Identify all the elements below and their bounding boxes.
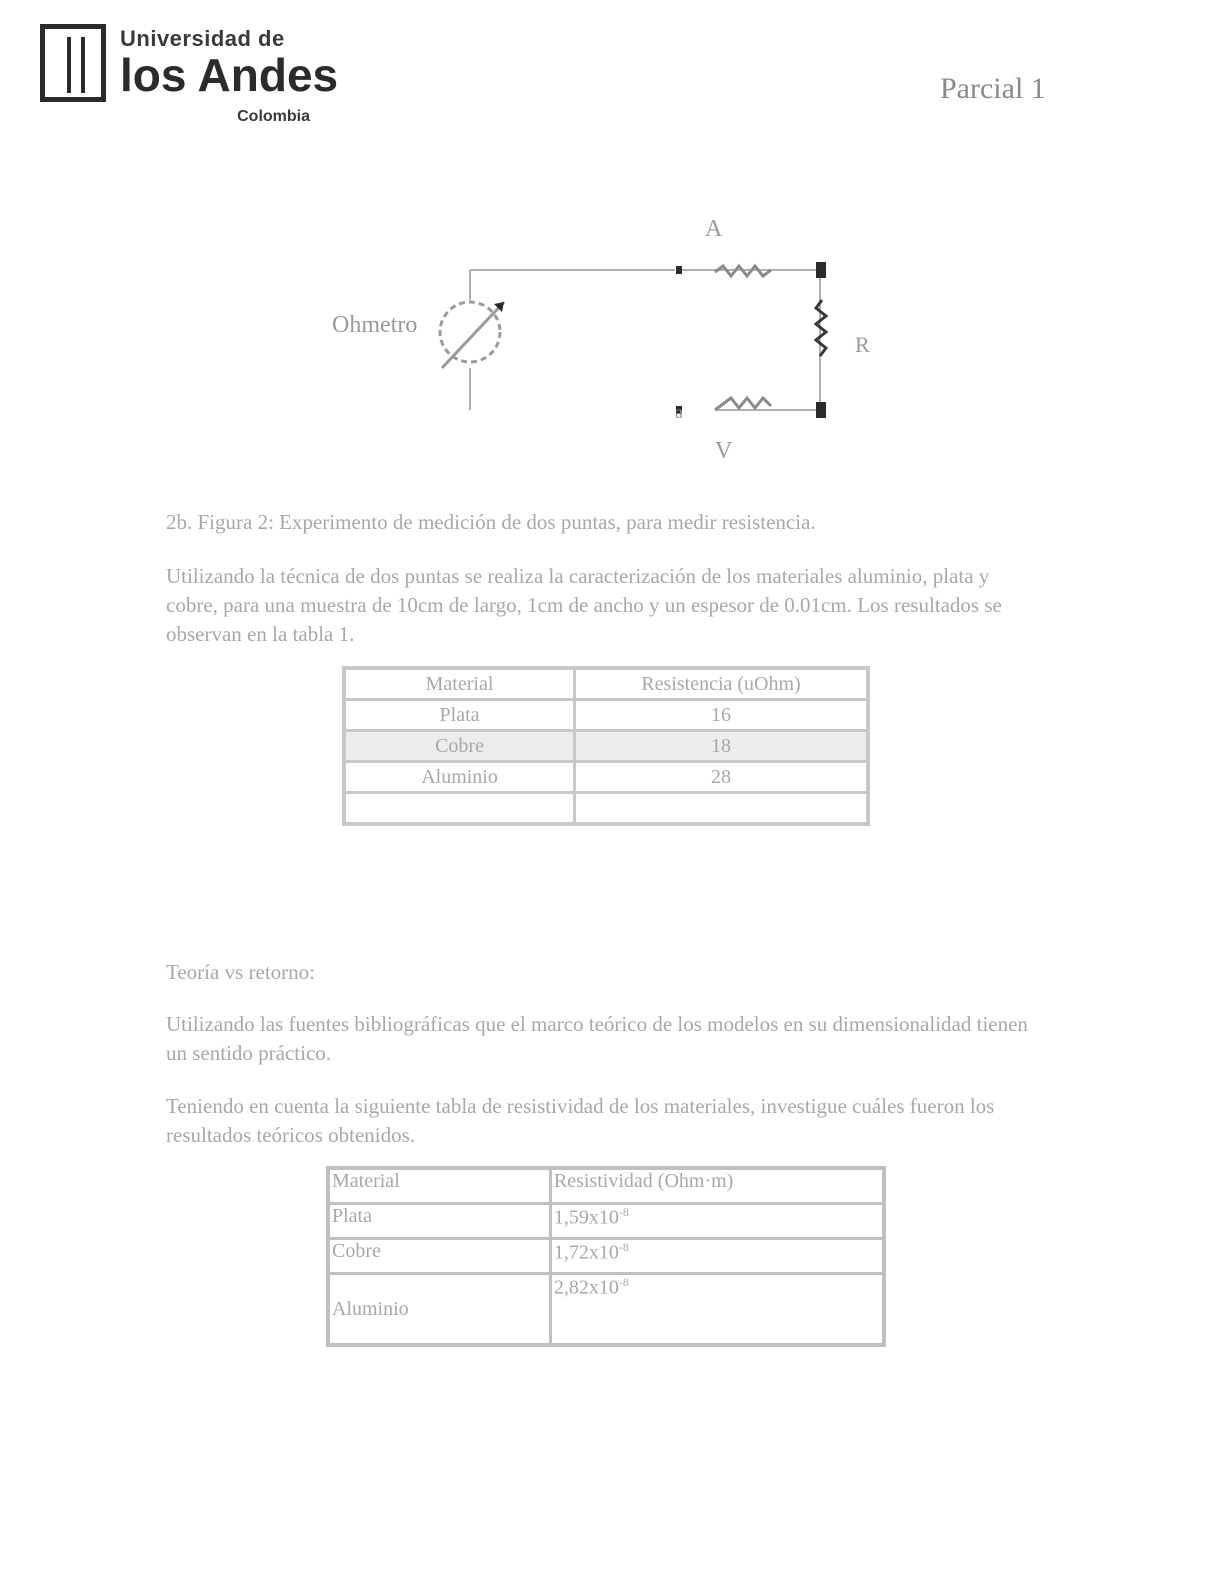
table-row [344, 762, 868, 793]
table-cell: Cobre [328, 1239, 550, 1274]
resistor-label: R [855, 332, 870, 357]
table-header-cell: Resistencia (uOhm) [575, 668, 868, 700]
table-cell: Aluminio [328, 1274, 550, 1346]
table-resistivity [326, 1166, 886, 1347]
table-cell: 28 [575, 762, 868, 793]
ohmmeter-icon [440, 302, 504, 368]
left-terminal-top [676, 266, 682, 274]
table-cell: 16 [575, 700, 868, 731]
two-probe-circuit-diagram [320, 200, 900, 480]
paragraph-3: Teniendo en cuenta la siguiente tabla de resistividad de los materiales, investigue cuáles fueron los resultados teóricos obtenidos. [166, 1094, 995, 1147]
resistivity-exponent: -8 [618, 1205, 629, 1219]
table-cell: 18 [575, 731, 868, 762]
table-row [344, 700, 868, 731]
voltmeter-icon [715, 398, 771, 410]
table-header-row [328, 1168, 884, 1204]
right-terminal-bottom [816, 402, 826, 418]
left-terminal-label: a [675, 402, 683, 422]
table-row [344, 731, 868, 762]
ammeter-label: A [705, 216, 723, 242]
logo-mark-icon [40, 24, 106, 102]
figure-caption: 2b. Figura 2: Experimento de medición de dos puntas, para medir resistencia. [166, 510, 816, 534]
resistivity-exponent: -8 [618, 1240, 629, 1254]
table-header-row [344, 668, 868, 700]
table-resistance [342, 666, 870, 826]
resistivity-exponent: -8 [618, 1275, 629, 1289]
table-header-cell: Material [328, 1168, 550, 1204]
table-cell: Cobre [344, 731, 575, 762]
table-row [328, 1274, 884, 1346]
logo-line-1: Universidad de [120, 26, 285, 51]
header-label: Parcial 1 [940, 72, 1046, 105]
resistivity-mantissa: 1,72x10 [553, 1241, 619, 1264]
table-cell [550, 1204, 884, 1239]
table-cell: Plata [328, 1204, 550, 1239]
table-row [328, 1239, 884, 1274]
resistivity-mantissa: 1,59x10 [553, 1206, 619, 1229]
logo-line-2: los Andes [120, 49, 339, 101]
ohmmeter-label: Ohmetro [332, 312, 418, 338]
table-header-cell: Material [344, 668, 575, 700]
paragraph-2: Utilizando las fuentes bibliográficas que el marco teórico de los modelos en su dimensionalidad tienen un sentido práctico. [166, 1012, 1028, 1065]
table-cell [550, 1239, 884, 1274]
voltmeter-label: V [715, 438, 733, 464]
table-cell: Plata [344, 700, 575, 731]
paragraph-1: Utilizando la técnica de dos puntas se realiza la caracterización de los materiales aluminio, plata y cobre, para una muestra de 10cm de largo, 1cm de ancho y un espesor de 0.01cm. Los resultados se observan en la tabla 1. [166, 564, 1002, 646]
logo-line-3: Colombia [237, 108, 310, 125]
resistivity-mantissa: 2,82x10 [553, 1276, 619, 1299]
section-title: Teoría vs retorno: [166, 960, 315, 984]
table-cell [344, 793, 575, 825]
table-row [328, 1204, 884, 1239]
right-terminal-top [816, 262, 826, 278]
table-header-cell: Resistividad (Ohm·m) [550, 1168, 884, 1204]
university-logo [40, 24, 339, 128]
table-row [344, 793, 868, 825]
table-cell: Aluminio [344, 762, 575, 793]
table-cell [550, 1274, 884, 1346]
table-cell [575, 793, 868, 825]
